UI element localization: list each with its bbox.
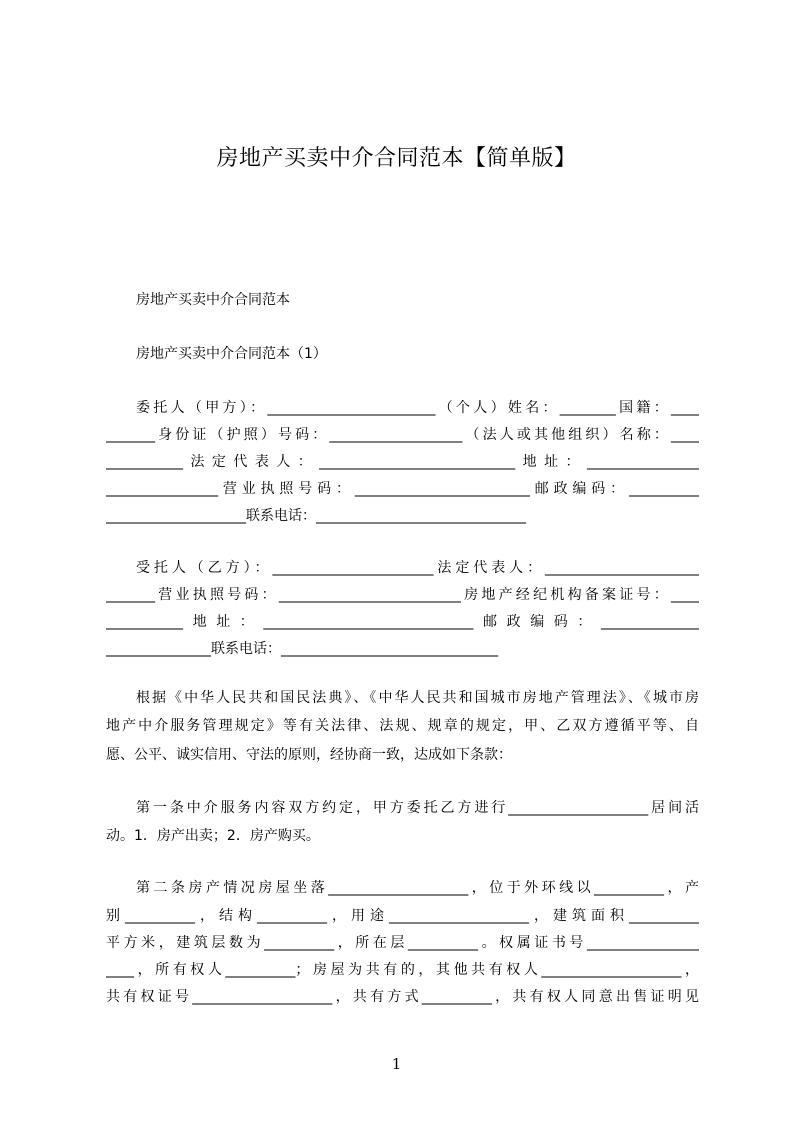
- subtitle-2: 房地产买卖中介合同范本（1）: [136, 346, 327, 362]
- subtitle: 房地产买卖中介合同范本: [136, 292, 290, 308]
- party-b-line: ___________地址：______________________________邮政编码：______________: [106, 614, 699, 630]
- article-2-line: 第二条房产情况房屋坐落____________________，位于外环线以__________，产: [136, 880, 699, 896]
- party-a-line: ____________________联系电话：______________________________: [106, 508, 526, 524]
- party-a-line: _______身份证（护照）号码：___________________（法人或其他组织）名称：____: [106, 427, 699, 443]
- party-b-line: _______________联系电话：_______________________________: [106, 641, 498, 657]
- page-number: 1: [391, 1055, 402, 1073]
- preamble-line: 根据《中华人民共和国民法典》、《中华人民共和国城市房地产管理法》、《城市房: [136, 690, 699, 706]
- article-2-line: 共有权证号____________________，共有方式__________，共有权人同意出售证明见: [106, 989, 699, 1005]
- party-a-line: ___________法定代表人：____________________________地址：________________: [106, 454, 699, 470]
- party-a-line: ________________营业执照号码：_________________________邮政编码：__________: [106, 481, 699, 497]
- party-b-line: 受托人（乙方）：_______________________法定代表人：______________________: [136, 560, 699, 576]
- party-b-line: _______营业执照号码：__________________________房地产经纪机构备案证号：____: [106, 587, 699, 603]
- article-1-line: 动。1．房产出卖；2．房产购买。: [106, 828, 320, 844]
- article-1-line: 第一条中介服务内容双方约定，甲方委托乙方进行____________________居间活: [136, 800, 699, 816]
- article-2-line: 别__________，结构__________，用途____________________，建筑面积__________: [106, 908, 699, 924]
- preamble-line: 愿、公平、诚实信用、守法的原则，经协商一致，达成如下条款：: [106, 747, 512, 763]
- article-2-line: 平方米，建筑层数为__________，所在层__________。权属证书号________________: [106, 935, 699, 951]
- document-title: 房地产买卖中介合同范本【简单版】: [216, 146, 577, 171]
- party-a-line: 委托人（甲方）：________________________（个人）姓名：________国籍：____: [136, 400, 699, 416]
- article-2-line: ____，所有权人__________；房屋为共有的，其他共有权人____________________，: [106, 962, 699, 978]
- preamble-line: 地产中介服务管理规定》等有关法律、法规、规章的规定，甲、乙双方遵循平等、自: [106, 718, 699, 734]
